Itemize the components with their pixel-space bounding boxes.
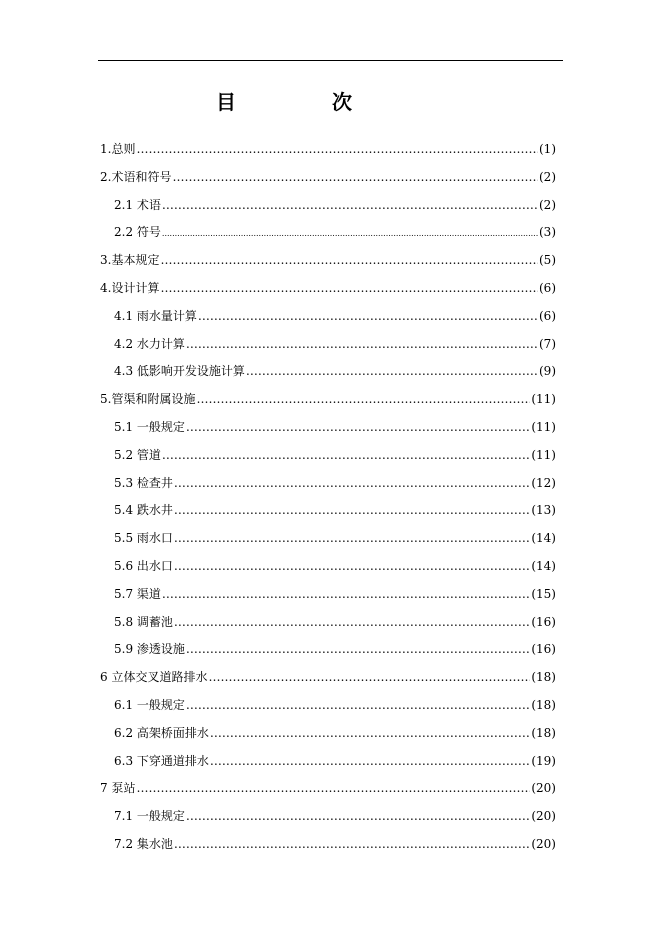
toc-entry-label: 3.基本规定: [100, 253, 160, 268]
toc-entry-page: (13): [531, 503, 556, 518]
toc-entry[interactable]: [100, 529, 556, 557]
toc-entry-label: 2.术语和符号: [100, 169, 172, 184]
toc-entry[interactable]: [100, 223, 556, 251]
toc-leader-dots: [162, 225, 538, 239]
toc-entry-label: 6.2 高架桥面排水: [114, 725, 209, 740]
toc-entry[interactable]: [100, 335, 556, 363]
toc-entry[interactable]: [100, 307, 556, 335]
table-of-contents: [100, 140, 556, 863]
toc-entry-page: (2): [539, 169, 556, 184]
toc-entry-page: (18): [531, 670, 556, 685]
toc-entry-label: 5.5 雨水口: [114, 531, 173, 546]
toc-entry-page: (14): [531, 531, 556, 546]
toc-entry[interactable]: [100, 752, 556, 780]
toc-title: 目 次: [216, 90, 390, 114]
toc-leader-dots: [174, 476, 530, 490]
toc-leader-dots: [210, 726, 530, 740]
toc-leader-dots: [174, 559, 530, 573]
toc-entry[interactable]: [100, 446, 556, 474]
toc-entry[interactable]: [100, 418, 556, 446]
toc-entry-label: 4.2 水力计算: [114, 336, 185, 351]
toc-leader-dots: [174, 837, 530, 851]
toc-leader-dots: [208, 670, 530, 684]
toc-entry-page: (18): [531, 697, 556, 712]
toc-leader-dots: [246, 364, 538, 378]
toc-leader-dots: [186, 698, 530, 712]
toc-entry[interactable]: [100, 640, 556, 668]
toc-leader-dots: [162, 198, 538, 212]
toc-leader-dots: [174, 503, 530, 517]
toc-entry-label: 7.2 集水池: [114, 836, 173, 851]
toc-entry-label: 4.1 雨水量计算: [114, 308, 197, 323]
toc-entry[interactable]: [100, 557, 556, 585]
toc-entry-label: 5.3 检查井: [114, 475, 173, 490]
toc-entry[interactable]: [100, 696, 556, 724]
toc-entry[interactable]: [100, 140, 556, 168]
toc-entry-page: (2): [539, 197, 556, 212]
toc-leader-dots: [186, 642, 530, 656]
toc-entry-label: 4.3 低影响开发设施计算: [114, 364, 245, 379]
toc-entry-page: (9): [539, 364, 556, 379]
toc-leader-dots: [160, 253, 538, 267]
toc-entry-page: (16): [531, 642, 556, 657]
toc-entry-page: (7): [539, 336, 556, 351]
toc-leader-dots: [136, 781, 530, 795]
toc-entry-label: 5.7 渠道: [114, 586, 161, 601]
toc-entry-label: 6.3 下穿通道排水: [114, 753, 209, 768]
toc-entry[interactable]: [100, 807, 556, 835]
toc-leader-dots: [196, 392, 530, 406]
toc-entry-label: 4.设计计算: [100, 280, 160, 295]
toc-entry-page: (19): [531, 753, 556, 768]
toc-entry[interactable]: [100, 279, 556, 307]
toc-entry[interactable]: [100, 835, 556, 863]
toc-entry[interactable]: [100, 168, 556, 196]
toc-entry[interactable]: [100, 585, 556, 613]
toc-entry-page: (15): [531, 586, 556, 601]
toc-leader-dots: [136, 142, 538, 156]
toc-entry-page: (11): [531, 392, 556, 407]
toc-entry[interactable]: [100, 474, 556, 502]
toc-entry-page: (12): [531, 475, 556, 490]
toc-entry-page: (11): [531, 447, 556, 462]
toc-leader-dots: [172, 170, 538, 184]
toc-entry-label: 5.9 渗透设施: [114, 642, 185, 657]
toc-entry-page: (18): [531, 725, 556, 740]
toc-entry-label: 5.2 管道: [114, 447, 161, 462]
toc-leader-dots: [186, 809, 530, 823]
toc-entry-page: (5): [539, 253, 556, 268]
toc-entry[interactable]: [100, 362, 556, 390]
toc-entry-label: 6.1 一般规定: [114, 697, 185, 712]
header-rule: [98, 60, 563, 61]
toc-entry-label: 2.1 术语: [114, 197, 161, 212]
toc-entry[interactable]: [100, 779, 556, 807]
toc-entry-label: 7 泵站: [100, 781, 136, 796]
toc-entry[interactable]: [100, 668, 556, 696]
toc-leader-dots: [160, 281, 538, 295]
toc-entry-label: 2.2 符号: [114, 225, 161, 240]
toc-entry[interactable]: [100, 613, 556, 641]
toc-entry[interactable]: [100, 251, 556, 279]
toc-entry[interactable]: [100, 501, 556, 529]
toc-leader-dots: [210, 754, 530, 768]
toc-leader-dots: [186, 420, 530, 434]
toc-entry-label: 7.1 一般规定: [114, 809, 185, 824]
toc-entry-label: 5.6 出水口: [114, 558, 173, 573]
toc-entry[interactable]: [100, 196, 556, 224]
toc-entry-label: 5.1 一般规定: [114, 419, 185, 434]
toc-entry-label: 6 立体交叉道路排水: [100, 670, 208, 685]
toc-leader-dots: [174, 531, 530, 545]
toc-leader-dots: [186, 337, 538, 351]
toc-leader-dots: [174, 615, 530, 629]
toc-entry-label: 5.管渠和附属设施: [100, 392, 196, 407]
toc-entry[interactable]: [100, 724, 556, 752]
toc-entry-page: (14): [531, 558, 556, 573]
toc-entry-page: (20): [531, 781, 556, 796]
toc-entry-page: (6): [539, 308, 556, 323]
toc-entry-page: (20): [531, 836, 556, 851]
toc-entry-label: 5.4 跌水井: [114, 503, 173, 518]
toc-entry-page: (20): [531, 809, 556, 824]
toc-entry-page: (6): [539, 280, 556, 295]
toc-entry-page: (3): [539, 225, 556, 240]
toc-entry-page: (11): [531, 419, 556, 434]
toc-entry[interactable]: [100, 390, 556, 418]
toc-entry-label: 5.8 调蓄池: [114, 614, 173, 629]
toc-entry-page: (16): [531, 614, 556, 629]
toc-leader-dots: [198, 309, 538, 323]
toc-entry-page: (1): [539, 142, 556, 156]
toc-entry-label: 1.总则: [100, 142, 136, 156]
toc-leader-dots: [162, 587, 530, 601]
toc-leader-dots: [162, 448, 530, 462]
